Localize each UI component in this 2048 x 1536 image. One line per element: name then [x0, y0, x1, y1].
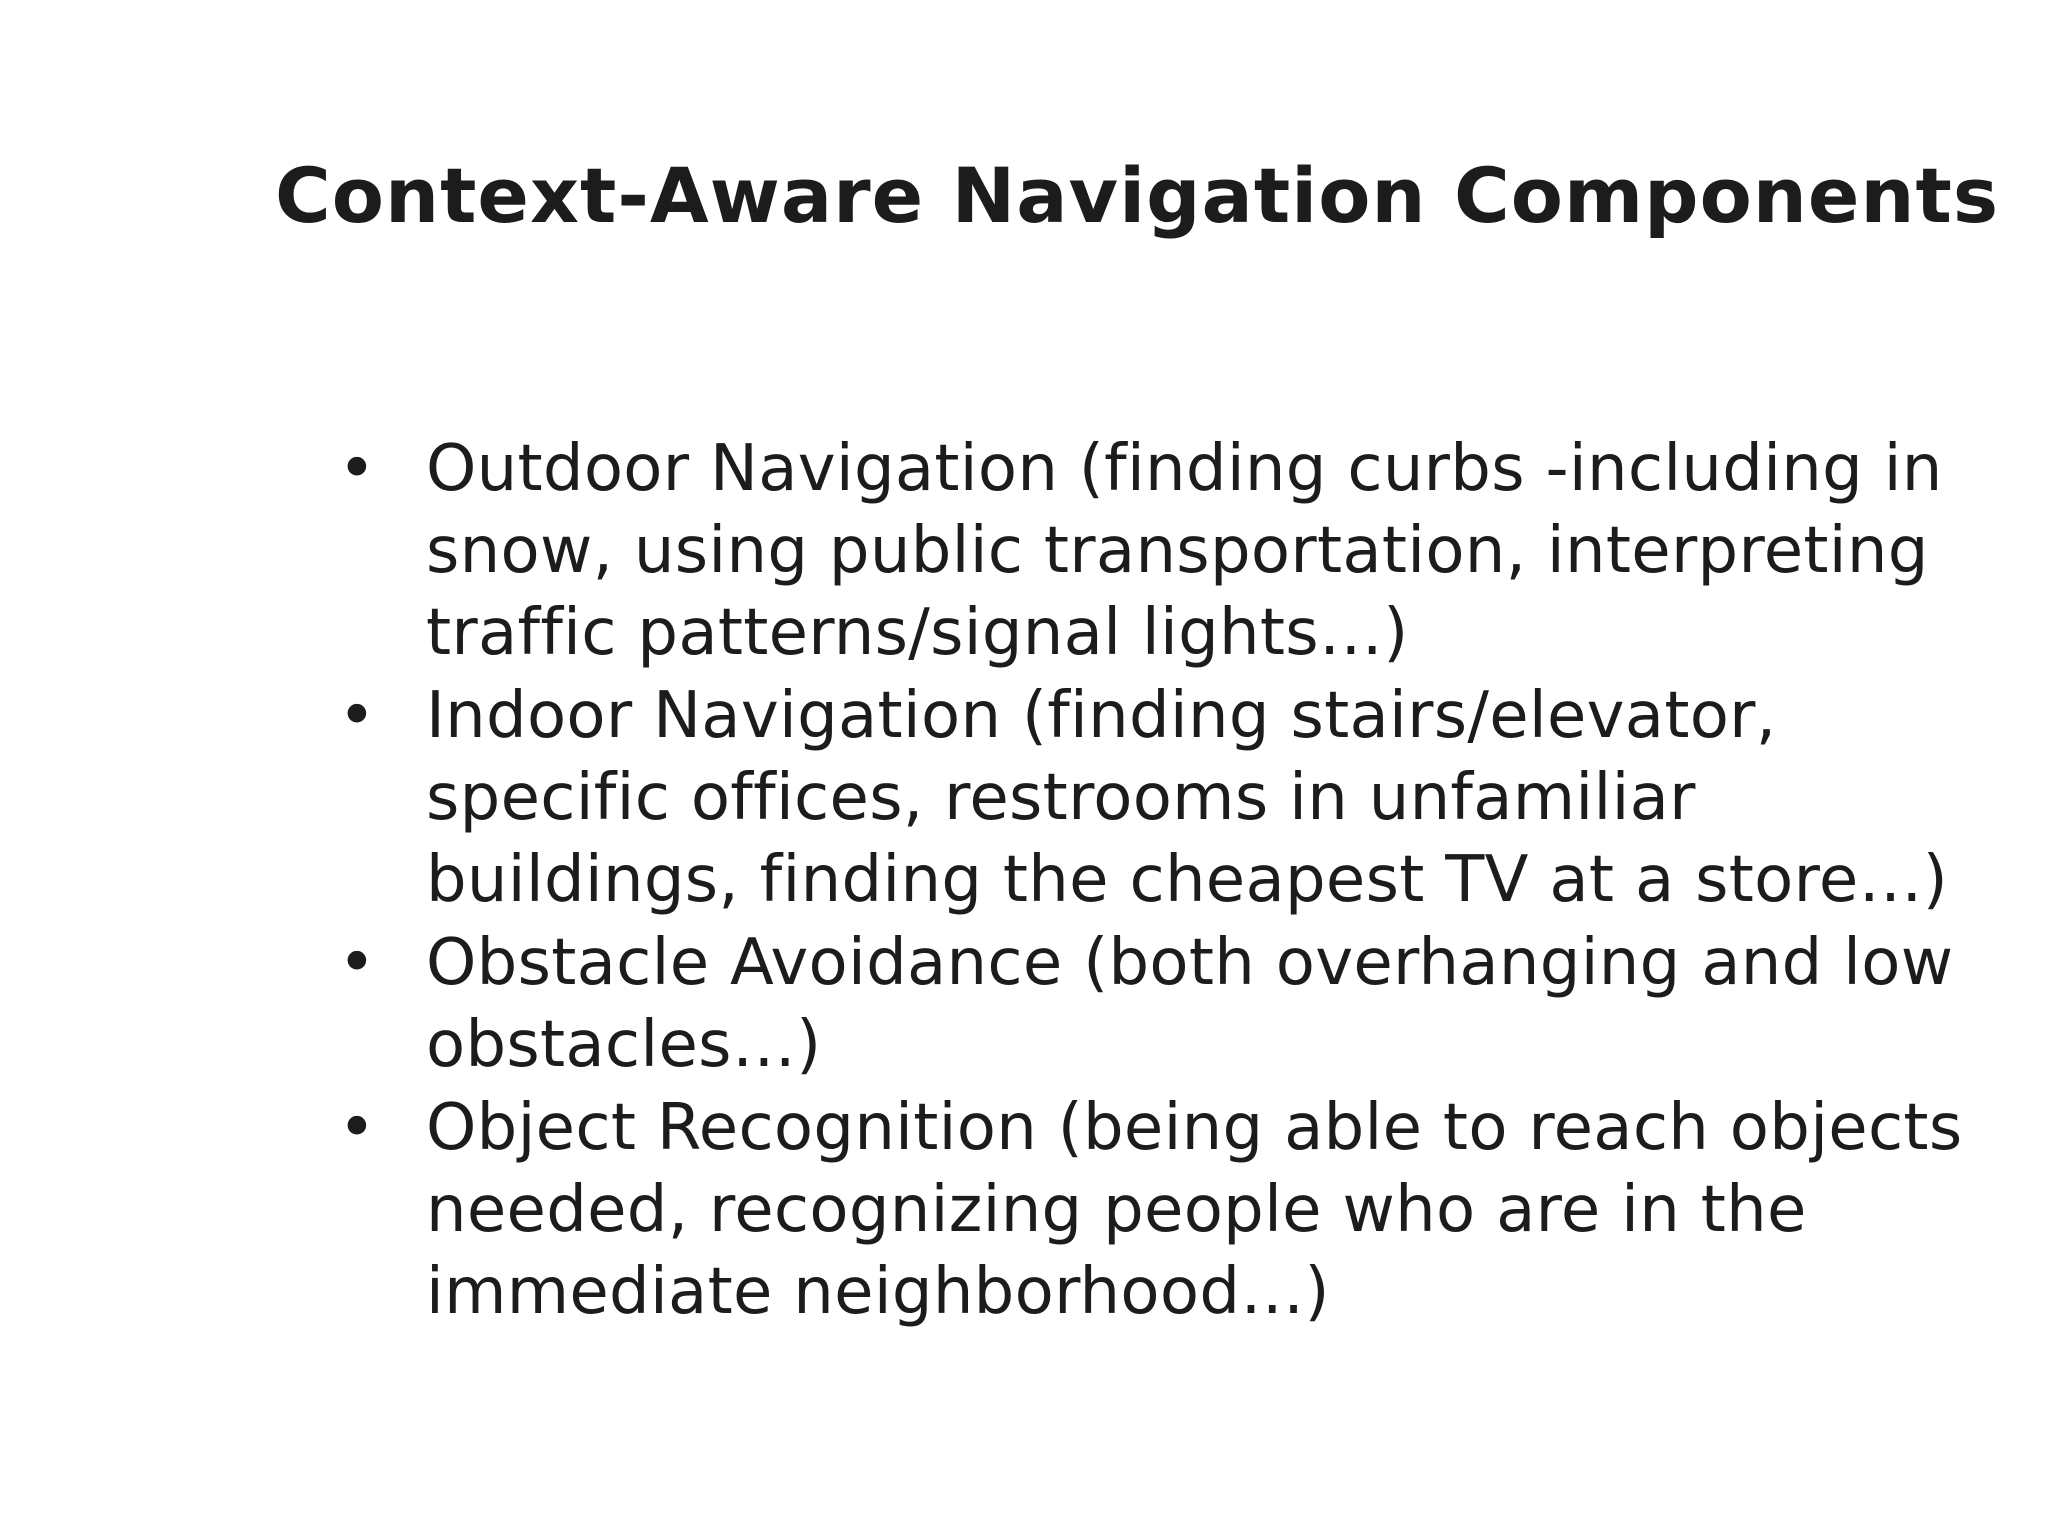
bullet-point-icon: • [338, 432, 377, 506]
bullet-text: Object Recognition (being able to reach objects needed, recognizing people who are in the immediate neighborhood…) [426, 1091, 1963, 1329]
bullet-item-outdoor-navigation [330, 428, 2020, 674]
bullet-text: Obstacle Avoidance (both overhanging and low obstacles…) [426, 926, 1954, 1082]
bullet-list [330, 428, 2020, 1334]
bullet-point-icon: • [338, 679, 377, 753]
bullet-item-obstacle-avoidance [330, 922, 2020, 1086]
bullet-item-indoor-navigation [330, 675, 2020, 921]
bullet-text: Indoor Navigation (finding stairs/elevator, specific offices, restrooms in unfamiliar buildings, finding the cheapest TV at a store…) [426, 679, 1949, 917]
slide-title: Context-Aware Navigation Components [275, 151, 2000, 240]
bullet-point-icon: • [338, 926, 377, 1000]
bullet-point-icon: • [338, 1091, 377, 1165]
bullet-text: Outdoor Navigation (finding curbs -including in snow, using public transportation, interpreting traffic patterns/signal lights…) [426, 432, 1943, 670]
bullet-item-object-recognition [330, 1087, 2020, 1333]
